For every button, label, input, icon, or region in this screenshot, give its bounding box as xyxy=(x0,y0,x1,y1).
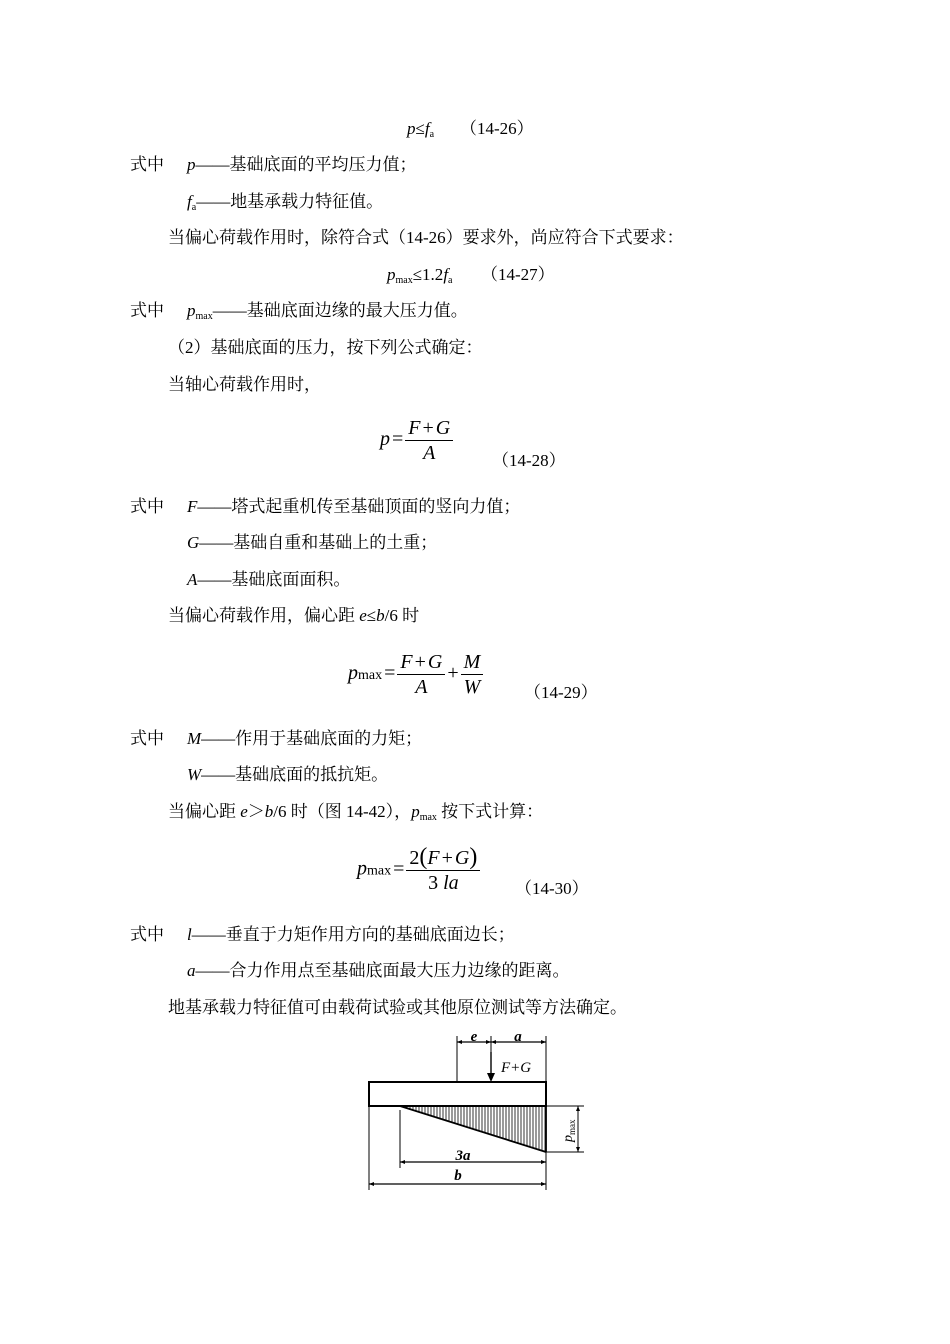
definition: ——地基承载力特征值。 xyxy=(196,192,384,211)
sym-G: G xyxy=(187,533,200,552)
fraction xyxy=(406,845,480,895)
paragraph: 当偏心荷载作用时，除符合式（14-26）要求外，尚应符合下式要求： xyxy=(168,228,684,247)
equation-number: （14-29） xyxy=(524,683,598,702)
denominator: A xyxy=(423,442,436,464)
paragraph: 当轴心荷载作用时， xyxy=(168,375,321,394)
sub-max: max xyxy=(358,668,383,684)
text: /6 时 xyxy=(384,606,420,625)
where-line xyxy=(187,569,350,591)
definition: ——基础底面边缘的最大压力值。 xyxy=(212,301,468,320)
sub-a: a xyxy=(191,202,197,213)
sym-G: G xyxy=(427,651,443,673)
label-pmax: $p_{max}$ xyxy=(561,1119,577,1142)
denominator: W xyxy=(463,676,481,698)
where-prefix: 式中 xyxy=(130,497,164,516)
where-line xyxy=(187,496,520,518)
arrow-head xyxy=(487,1073,495,1082)
where-line xyxy=(187,728,422,750)
number: 2 xyxy=(409,847,420,869)
numerator xyxy=(406,845,480,871)
sym-f: f xyxy=(443,265,449,284)
sym-gt: ＞ xyxy=(247,802,265,821)
footing-slab xyxy=(369,1082,546,1106)
text: /6 时（图 14-42）， xyxy=(273,802,412,821)
where-line xyxy=(187,764,388,786)
sym-le: ≤ xyxy=(366,606,377,625)
sym-p: p xyxy=(387,265,396,284)
where-line xyxy=(187,960,570,982)
definition: ——合力作用点至基础底面最大压力边缘的距离。 xyxy=(195,961,570,980)
fraction xyxy=(397,650,445,699)
where-line xyxy=(187,154,417,176)
sym-le: ≤ xyxy=(415,119,425,138)
label-FG: F+G xyxy=(501,1060,532,1076)
paren: ) xyxy=(469,844,478,870)
sym-F: F xyxy=(408,417,421,439)
fraction xyxy=(461,650,484,699)
text: 当偏心距 xyxy=(168,802,241,821)
sym-F: F xyxy=(187,497,198,516)
where-line xyxy=(130,300,164,322)
plus: + xyxy=(441,847,453,869)
lhs-p: p xyxy=(357,857,367,880)
equation-number: （14-30） xyxy=(515,879,589,898)
plus: + xyxy=(422,417,434,439)
sym-A: A xyxy=(187,570,198,589)
equation-14-29 xyxy=(348,650,483,699)
equation-14-28 xyxy=(380,416,453,465)
where-line xyxy=(187,191,383,219)
sym-la: la xyxy=(443,872,459,894)
plus: + xyxy=(447,662,459,685)
plus: + xyxy=(414,651,426,673)
equation-14-26 xyxy=(407,118,434,146)
paragraph: （2）基础底面的压力，按下列公式确定： xyxy=(168,338,483,357)
numerator xyxy=(405,416,453,441)
sym-l: l xyxy=(187,925,192,944)
sym-p: p xyxy=(187,301,196,320)
lhs-p: p xyxy=(348,662,358,685)
where-line xyxy=(187,300,468,328)
equation-14-27 xyxy=(387,264,453,292)
sym-e: e xyxy=(359,606,367,625)
sym-F: F xyxy=(427,847,440,869)
sub-max: max xyxy=(419,812,437,823)
number: 3 xyxy=(428,872,439,894)
equation-number: （14-28） xyxy=(492,451,566,470)
sub-max: max xyxy=(367,863,392,879)
denominator xyxy=(406,871,480,895)
numerator xyxy=(397,650,445,675)
fraction xyxy=(405,416,453,465)
where-line xyxy=(187,532,437,554)
sub-a: a xyxy=(429,129,435,140)
label-b: b xyxy=(454,1168,462,1184)
sym-a: a xyxy=(187,961,196,980)
sub-max: max xyxy=(195,311,213,322)
label-a: a xyxy=(514,1030,522,1045)
sym-G: G xyxy=(454,847,470,869)
sym-p: p xyxy=(407,119,416,138)
sub-max: max xyxy=(395,275,413,286)
definition: ——作用于基础底面的力矩； xyxy=(201,729,423,748)
paren: ( xyxy=(419,844,428,870)
where-prefix: 式中 xyxy=(130,155,164,174)
paragraph xyxy=(168,605,419,627)
where-prefix: 式中 xyxy=(130,925,164,944)
equals: = xyxy=(393,857,405,880)
paragraph: 地基承载力特征值可由载荷试验或其他原位测试等方法确定。 xyxy=(168,998,627,1017)
sym-F: F xyxy=(400,651,413,673)
sym-b: b xyxy=(376,606,385,625)
denominator: A xyxy=(415,676,428,698)
text: 当偏心荷载作用，偏心距 xyxy=(168,606,360,625)
definition: ——基础底面面积。 xyxy=(197,570,351,589)
equation-14-30 xyxy=(357,845,480,895)
equation-number: （14-27） xyxy=(481,265,555,284)
equals: = xyxy=(392,428,404,451)
sym-e: e xyxy=(240,802,248,821)
sym-W: W xyxy=(187,765,202,784)
sub-a: a xyxy=(448,275,453,286)
sym-b: b xyxy=(264,802,274,821)
foundation-pressure-figure xyxy=(360,1030,600,1195)
paragraph xyxy=(168,801,543,829)
sym-p: p xyxy=(187,155,196,174)
where-line xyxy=(130,924,164,946)
label-3a: 3a xyxy=(455,1148,471,1164)
equation-number: （14-26） xyxy=(460,119,534,138)
definition: ——基础底面的平均压力值； xyxy=(195,155,417,174)
definition: ——基础底面的抵抗矩。 xyxy=(201,765,389,784)
equals: = xyxy=(384,662,396,685)
sym-M: M xyxy=(187,729,202,748)
definition: ——塔式起重机传至基础顶面的竖向力值； xyxy=(197,497,521,516)
sym-p: p xyxy=(411,802,420,821)
sym-f: f xyxy=(424,119,430,138)
definition: ——基础自重和基础上的土重； xyxy=(199,533,438,552)
sym-f: f xyxy=(187,192,192,211)
label-e: e xyxy=(470,1030,478,1045)
text: 按下式计算： xyxy=(436,802,544,821)
numerator: M xyxy=(461,650,484,675)
where-line xyxy=(187,924,515,946)
where-line xyxy=(130,496,164,518)
sym-G: G xyxy=(435,417,451,439)
lhs-p: p xyxy=(380,428,390,451)
where-prefix: 式中 xyxy=(130,301,164,320)
where-line xyxy=(130,728,164,750)
where-line xyxy=(130,154,164,176)
where-prefix: 式中 xyxy=(130,729,164,748)
relation: ≤1.2 xyxy=(412,265,444,284)
definition: ——垂直于力矩作用方向的基础底面边长； xyxy=(191,925,515,944)
